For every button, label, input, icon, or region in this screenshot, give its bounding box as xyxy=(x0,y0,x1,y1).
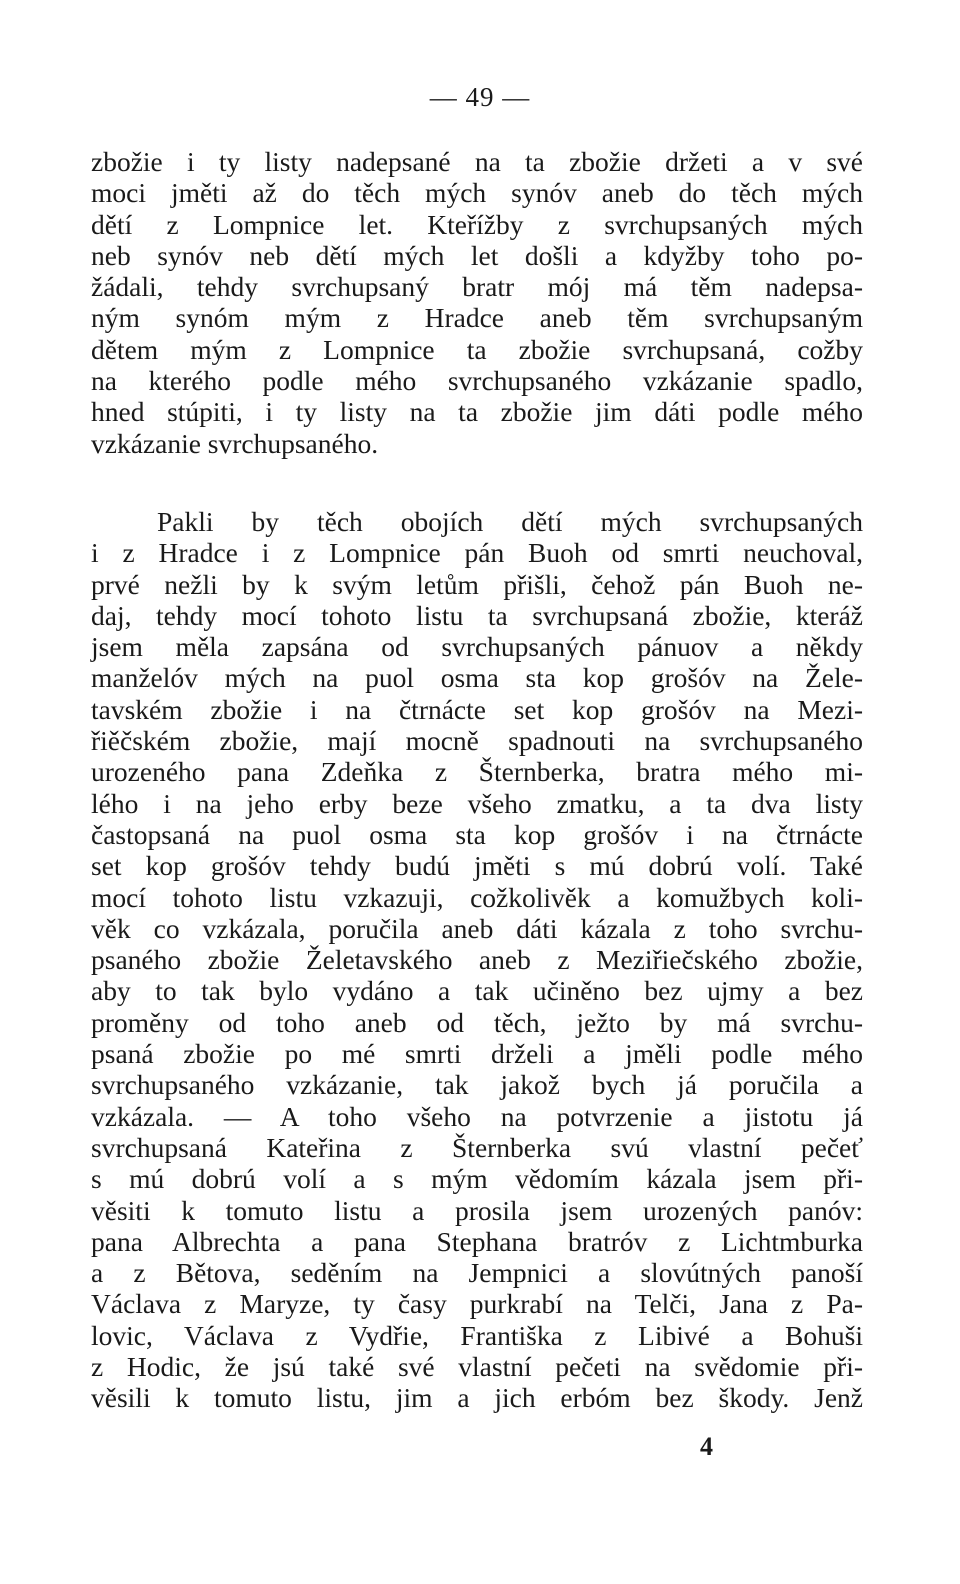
text-line: Václava z Maryze, ty časy purkrabí na Telči, Jana z Pa- xyxy=(91,1288,863,1320)
text-line: jsem měla zapsána od svrchupsaných pánuov a někdy xyxy=(91,631,863,663)
text-line: věsili k tomuto listu, jim a jich erbóm bez škody. Jenž xyxy=(91,1382,863,1414)
text-line: lovic, Václava z Vydřie, Františka z Libivé a Bohuši xyxy=(91,1319,863,1351)
text-line: věk co vzkázala, poručila aneb dáti kázala z toho svrchu- xyxy=(91,912,863,944)
text-line: Pakli by těch obojích dětí mých svrchupsaných xyxy=(157,506,863,537)
text-line: prvé nežli by k svým letům přišli, čehož pán Buoh ne- xyxy=(91,568,863,600)
text-line: daj, tehdy mocí tohoto listu ta svrchupsaná zbožie, kteráž xyxy=(91,599,863,631)
text-line: lého i na jeho erby beze všeho zmatku, a ta dva listy xyxy=(91,787,863,819)
text-line: řiěčském zbožie, mají mocně spadnouti na svrchupsaného xyxy=(91,725,863,757)
page-number: — 49 — xyxy=(429,82,531,112)
text-line: proměny od toho aneb od těch, ježto by má svrchu- xyxy=(91,1006,863,1038)
text-line: dětí z Lompnice let. Kteřížby z svrchupsaných mých xyxy=(91,208,863,240)
text-line: neb synóv neb dětí mých let došli a kdyžby toho po- xyxy=(91,239,863,271)
paragraph-1 xyxy=(91,146,863,459)
text-line: pana Albrechta a pana Stephana bratróv z Lichtmburka xyxy=(91,1225,863,1257)
text-line: aby to tak bylo vydáno a tak učiněno bez ujmy a bez xyxy=(91,975,863,1007)
text-line: svrchupsaného vzkázanie, tak jakož bych já poručila a xyxy=(91,1069,863,1101)
text-line: vzkázanie svrchupsaného. xyxy=(91,427,379,459)
text-line: svrchupsaná Kateřina z Šternberka svú vlastní pečeť xyxy=(91,1131,863,1163)
text-line: manželóv mých na puol osma sta kop grošóv na Žele- xyxy=(91,662,863,694)
text-line: věsiti k tomuto listu a prosila jsem urozených panóv: xyxy=(91,1194,863,1226)
text-line: tavském zbožie i na čtrnácte set kop grošóv na Mezi- xyxy=(91,693,863,725)
text-line: s mú dobrú volí a s mým vědomím kázala jsem při- xyxy=(91,1163,863,1195)
text-line: na kterého podle mého svrchupsaného vzkázanie spadlo, xyxy=(91,365,863,397)
text-line: set kop grošóv tehdy budú jměti s mú dobrú volí. Také xyxy=(91,850,863,882)
text-line: dětem mým z Lompnice ta zbožie svrchupsaná, cožby xyxy=(91,333,863,365)
text-line: hned stúpiti, i ty listy na ta zbožie jim dáti podle mého xyxy=(91,396,863,428)
text-line: a z Bětova, seděním na Jempnici a slovútných panoší xyxy=(91,1257,863,1289)
paragraph-2 xyxy=(91,506,863,1414)
text-line: žádali, tehdy svrchupsaný bratr mój má těm nadepsa- xyxy=(91,271,863,303)
text-line: častopsaná na puol osma sta kop grošóv i na čtrnácte xyxy=(91,818,863,850)
signature-mark: 4 xyxy=(700,1432,713,1461)
text-line: psaného zbožie Želetavského aneb z Meziřiečského zbožie, xyxy=(91,944,863,976)
text-line: moci jměti až do těch mých synóv aneb do těch mých xyxy=(91,177,863,209)
text-line: mocí tohoto listu vzkazuji, cožkolivěk a komužbych koli- xyxy=(91,881,863,913)
text-line: vzkázala. — A toho všeho na potvrzenie a jistotu já xyxy=(91,1100,863,1132)
text-line: ným synóm mým z Hradce aneb těm svrchupsaným xyxy=(91,302,863,334)
text-line: psaná zbožie po mé smrti drželi a jměli podle mého xyxy=(91,1038,863,1070)
text-line: zbožie i ty listy nadepsané na ta zbožie držeti a v své xyxy=(91,146,863,177)
text-line: z Hodic, že jsú také své vlastní pečeti na svědomie při- xyxy=(91,1351,863,1383)
text-line: i z Hradce i z Lompnice pán Buoh od smrti neuchoval, xyxy=(91,537,863,569)
text-line: urozeného pana Zdeňka z Šternberka, bratra mého mi- xyxy=(91,756,863,788)
